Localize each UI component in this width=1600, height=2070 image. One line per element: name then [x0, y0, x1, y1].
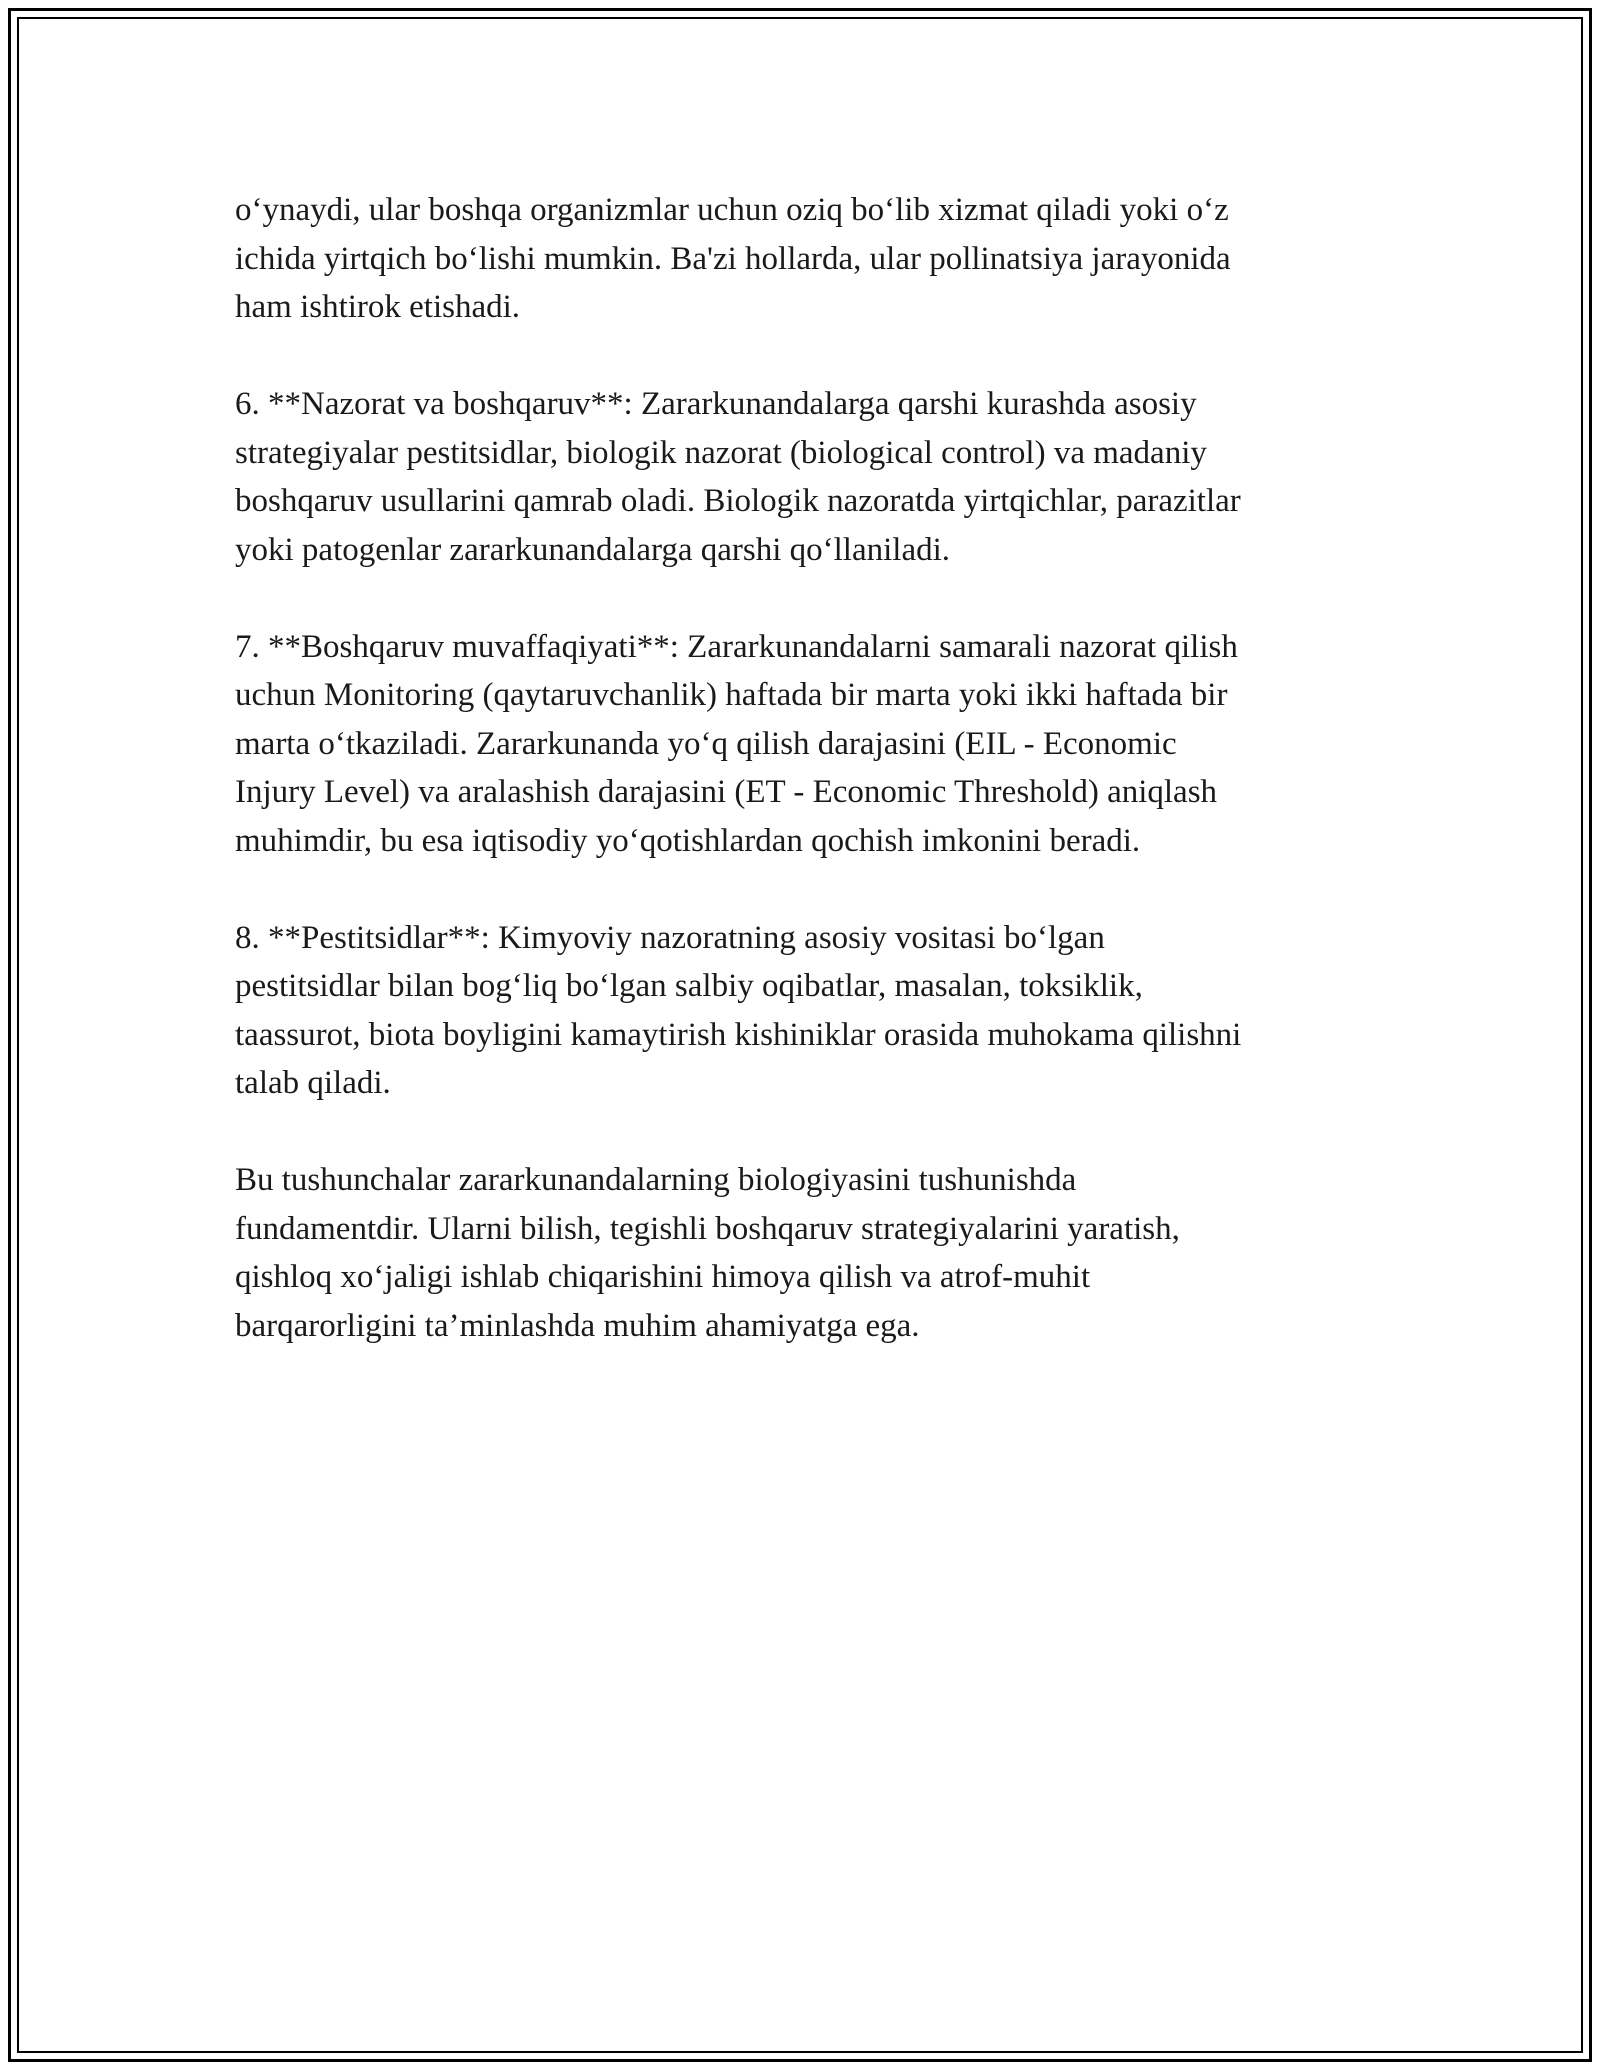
text-line: 6. **Nazorat va boshqaruv**: Zararkunandalarga qarshi kurashda asosiy: [235, 386, 1197, 422]
paragraph-continuation: [235, 186, 1365, 332]
text-line: yoki patogenlar zararkunandalarga qarshi qo‘llaniladi.: [235, 531, 951, 568]
text-line: talab qiladi.: [235, 1065, 391, 1101]
text-line: strategiyalar pestitsidlar, biologik nazorat (biological control) va madaniy: [235, 434, 1207, 471]
text-line: boshqaruv usullarini qamrab oladi. Biologik nazoratda yirtqichlar, parazitlar: [235, 483, 1241, 519]
text-line: qishloq xo‘jaligi ishlab chiqarishini himoya qilish va atrof-muhit: [235, 1259, 1091, 1295]
document-body: [235, 186, 1365, 1399]
text-line: Bu tushunchalar zararkunandalarning biologiyasini tushunishda: [235, 1162, 1077, 1198]
text-line: ham ishtirok etishadi.: [235, 289, 521, 325]
text-line: marta o‘tkaziladi. Zararkunanda yo‘q qilish darajasini (EIL - Economic: [235, 725, 1177, 762]
paragraph-item-7: [235, 623, 1365, 866]
text-line: o‘ynaydi, ular boshqa organizmlar uchun oziq bo‘lib xizmat qiladi yoki o‘z: [235, 192, 1229, 228]
text-line: uchun Monitoring (qaytaruvchanlik) haftada bir marta yoki ikki haftada bir: [235, 677, 1228, 713]
text-line: Injury Level) va aralashish darajasini (ET - Economic Threshold) aniqlash: [235, 774, 1218, 810]
paragraph-item-6: [235, 380, 1365, 574]
text-line: fundamentdir. Ularni bilish, tegishli boshqaruv strategiyalarini yaratish,: [235, 1210, 1180, 1247]
text-line: pestitsidlar bilan bog‘liq bo‘lgan salbiy oqibatlar, masalan, toksiklik,: [235, 968, 1143, 1004]
text-line: 8. **Pestitsidlar**: Kimyoviy nazoratning asosiy vositasi bo‘lgan: [235, 919, 1105, 956]
text-line: barqarorligini ta’minlashda muhim ahamiyatga ega.: [235, 1307, 920, 1344]
paragraph-item-8: [235, 914, 1365, 1108]
paragraph-conclusion: [235, 1156, 1365, 1350]
text-line: ichida yirtqich bo‘lishi mumkin. Ba'zi hollarda, ular pollinatsiya jarayonida: [235, 240, 1231, 277]
text-line: muhimdir, bu esa iqtisodiy yo‘qotishlardan qochish imkonini beradi.: [235, 822, 1141, 859]
text-line: taassurot, biota boyligini kamaytirish kishiniklar orasida muhokama qilishni: [235, 1016, 1242, 1053]
text-line: 7. **Boshqaruv muvaffaqiyati**: Zararkunandalarni samarali nazorat qilish: [235, 628, 1238, 665]
